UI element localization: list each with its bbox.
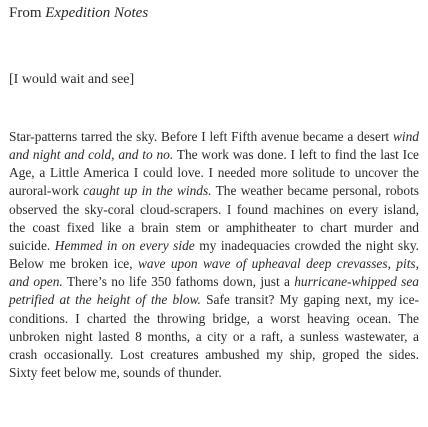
prose-passage bbox=[9, 128, 419, 382]
passage-segment: The weather became personal, robots observed the sky-coral cloud-scrapers. I found machines on every island, the coast fixed like a brain stem or amphitheater to chart murder and suicide. bbox=[9, 183, 419, 253]
passage-segment: There’s no life 350 fathoms down, just a bbox=[62, 274, 295, 290]
bracketed-aside: [I would wait and see] bbox=[9, 72, 135, 87]
title-work: Expedition Notes bbox=[45, 5, 149, 21]
passage-segment: my inadequacies crowded the night sky. Below me broken ice, bbox=[9, 237, 420, 272]
passage-italic-segment: Hemmed in on every side bbox=[54, 237, 195, 253]
passage-segment: The work was done. I left to find the last Ice Age, a Little America I could love. I needed more solitude to uncover the auroral-work bbox=[9, 147, 419, 199]
passage-italic-segment: hurricane-whipped sea petrified at the height of the blow. bbox=[9, 274, 419, 308]
passage-italic-segment: wind and night and cold, and to no. bbox=[9, 129, 419, 163]
title-prefix: From bbox=[9, 5, 46, 21]
passage-segment: Star-patterns tarred the sky. Before I left Fifth avenue became a desert bbox=[9, 129, 393, 144]
passage-segment: Safe transit? My gaping next, my ice-conditions. I charted the throwing bridge, a worst heaving ocean. The unbroken night lasted 8 months, a city or a raft, a sunless wastewater, a crash occasionally. Lost creatures ambushed my ship, groped the sides. Sixty feet below me, sounds of thunder. bbox=[9, 292, 419, 381]
passage-italic-segment: wave upon wave of upheaval deep crevasses, pits, and open. bbox=[9, 256, 419, 290]
passage-italic-segment: caught up in the winds. bbox=[83, 183, 212, 199]
document-title bbox=[9, 4, 148, 22]
